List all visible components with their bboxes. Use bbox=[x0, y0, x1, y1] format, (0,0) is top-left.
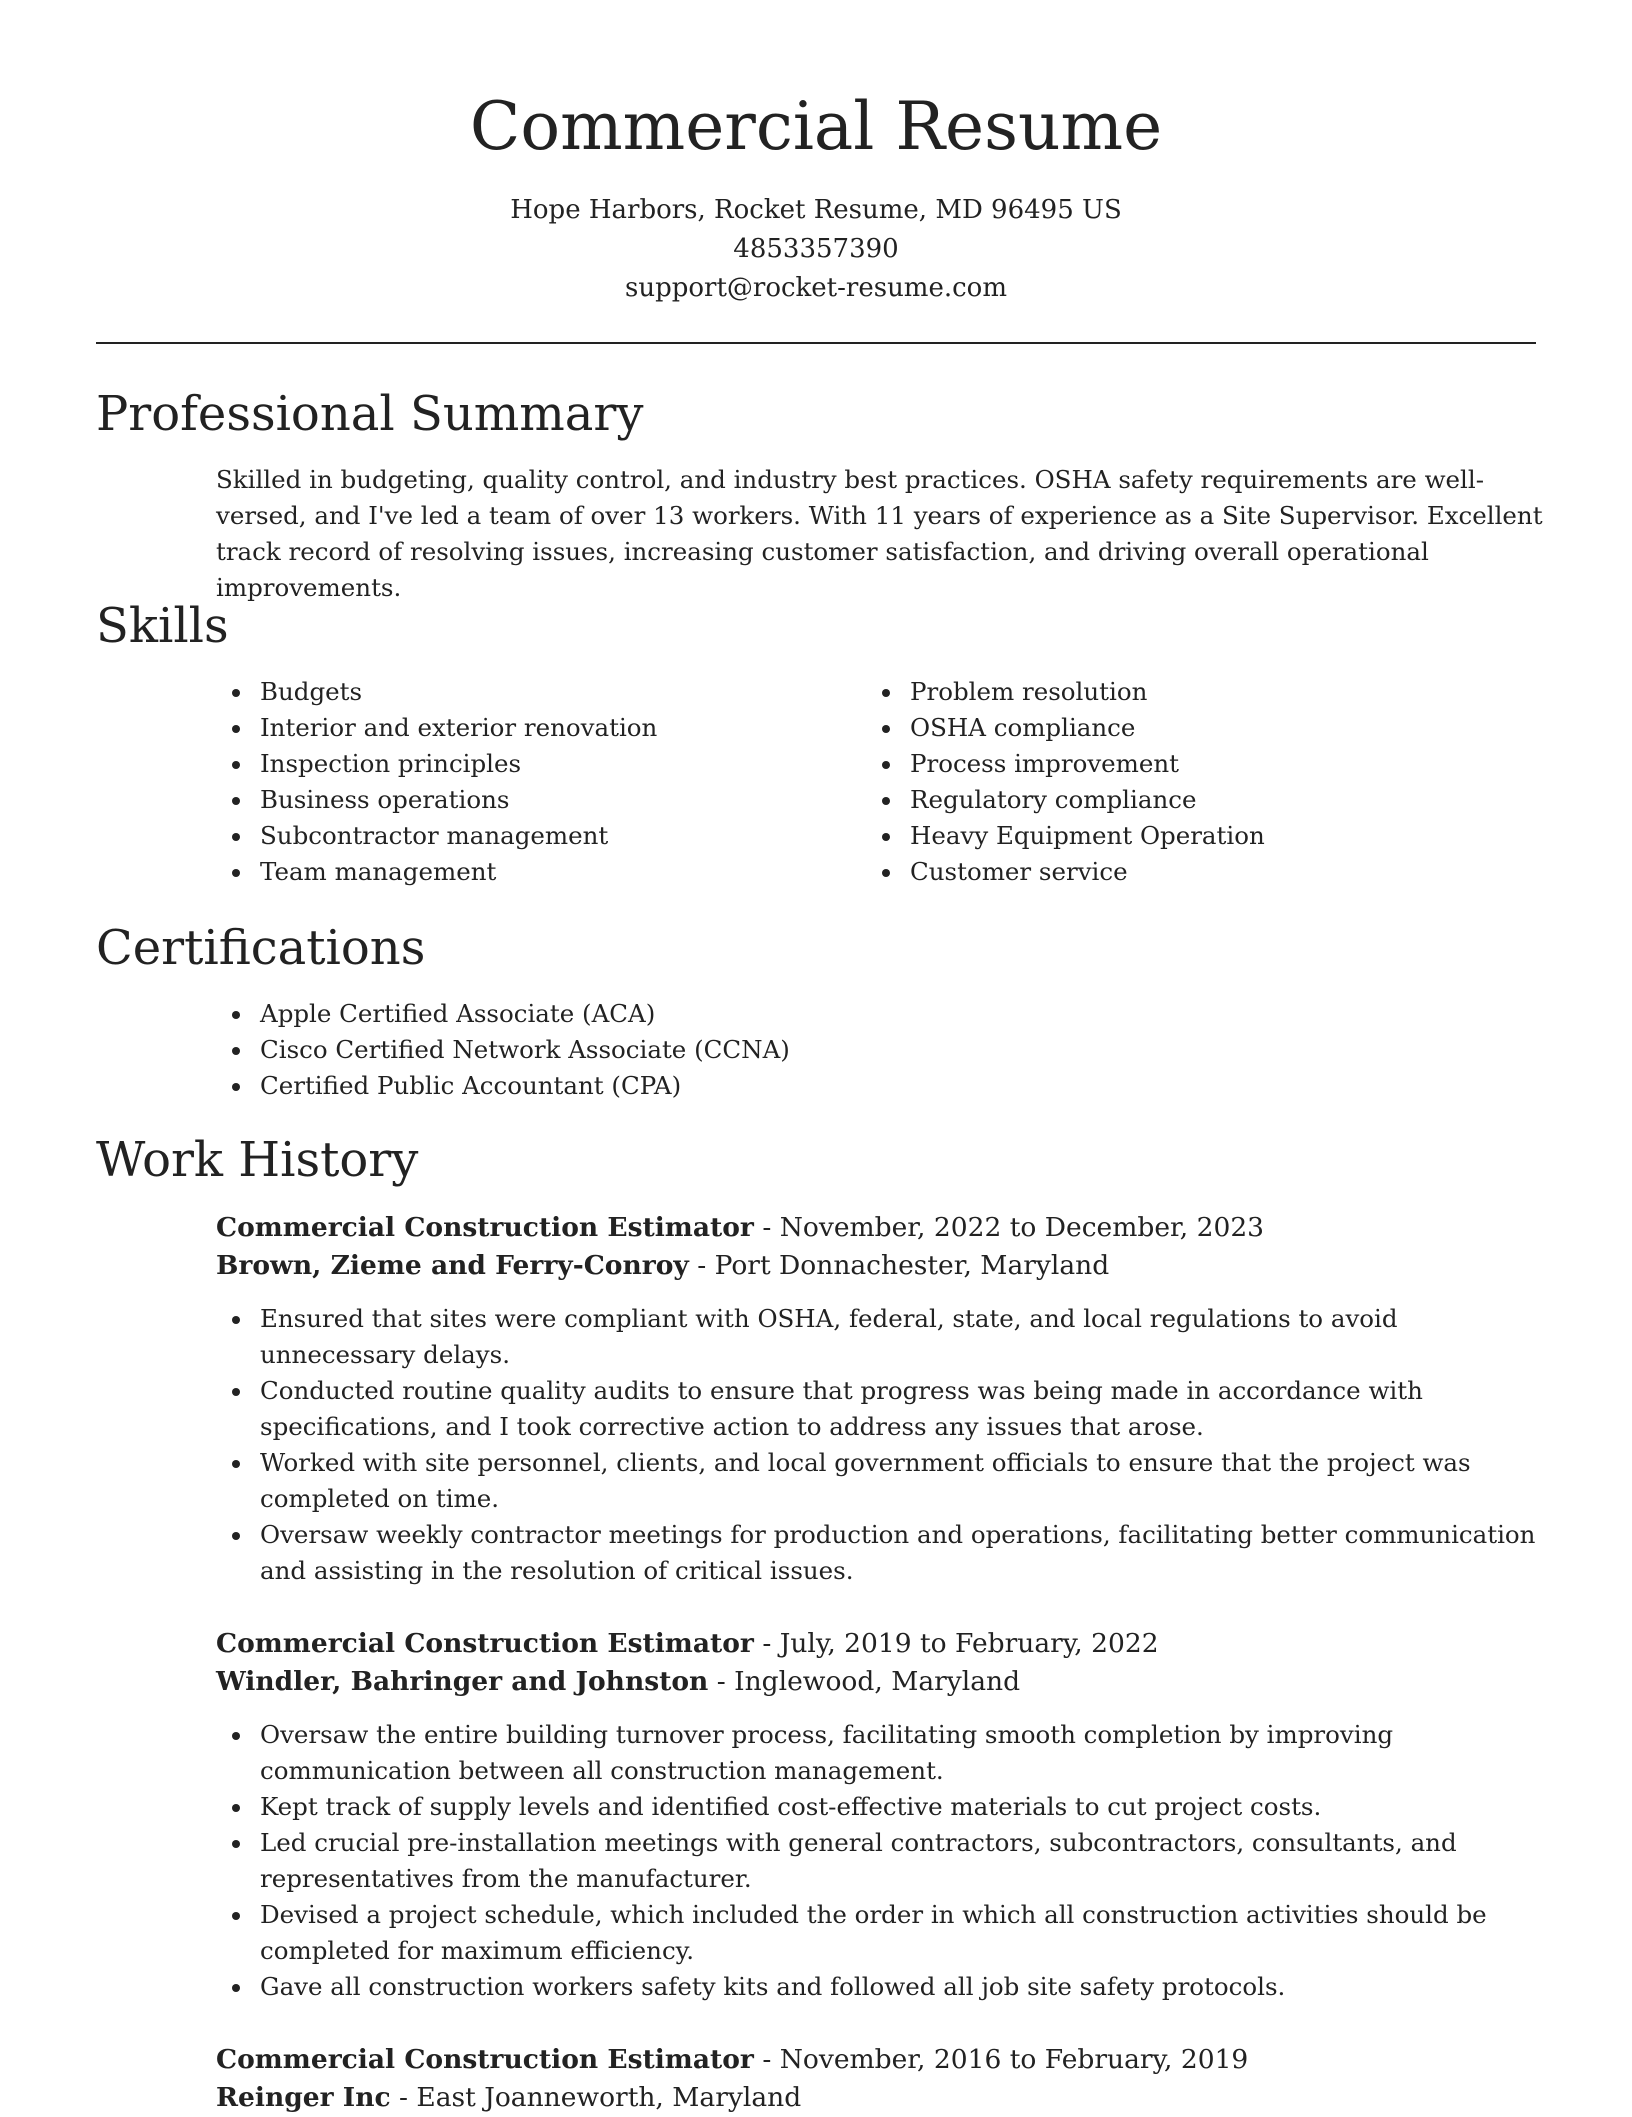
skill-item: Heavy Equipment Operation bbox=[866, 818, 1265, 854]
skill-item: Budgets bbox=[216, 674, 657, 710]
job-duty: Oversaw the entire building turnover process, facilitating smooth completion by improving communication between all construction management. bbox=[172, 1717, 1546, 1789]
contact-address: Hope Harbors, Rocket Resume, MD 96495 US bbox=[510, 195, 1122, 225]
job-duty: Gave all construction workers safety kits and followed all job site safety protocols. bbox=[172, 1969, 1546, 2005]
certification-item: Cisco Certified Network Associate (CCNA) bbox=[216, 1032, 790, 1068]
contact-email: support@rocket-resume.com bbox=[624, 273, 1007, 303]
skill-item: Subcontractor management bbox=[216, 818, 657, 854]
section-title-work-history: Work History bbox=[96, 1132, 419, 1188]
certifications-list bbox=[216, 996, 790, 1104]
skill-item: Regulatory compliance bbox=[866, 782, 1265, 818]
skill-item: Team management bbox=[216, 854, 657, 890]
job-role: Commercial Construction Estimator bbox=[216, 1628, 754, 1659]
job-company: Windler, Bahringer and Johnston bbox=[216, 1666, 709, 1697]
job-duty: Led crucial pre-installation meetings with general contractors, subcontractors, consultants, and representatives from the manufacturer. bbox=[172, 1825, 1546, 1897]
job-company: Brown, Zieme and Ferry-Conroy bbox=[216, 1250, 689, 1281]
section-title-skills: Skills bbox=[96, 598, 229, 654]
job-role: Commercial Construction Estimator bbox=[216, 2044, 754, 2075]
skills-column-right bbox=[866, 674, 1265, 890]
job-duty: Worked with site personnel, clients, and local government officials to ensure that the project was completed on time. bbox=[172, 1445, 1546, 1517]
job-company-line: Reinger Inc - East Joanneworth, Maryland bbox=[216, 2082, 802, 2113]
header-divider bbox=[96, 342, 1536, 344]
skill-item: Interior and exterior renovation bbox=[216, 710, 657, 746]
job-title-line: Commercial Construction Estimator - November, 2022 to December, 2023 bbox=[216, 1212, 1265, 1243]
job-company-line: Windler, Bahringer and Johnston - Inglewood, Maryland bbox=[216, 1666, 1021, 1697]
job-duty: Oversaw weekly contractor meetings for production and operations, facilitating better communication and assisting in the resolution of critical issues. bbox=[172, 1517, 1546, 1589]
job-entry bbox=[216, 1625, 1546, 2005]
job-entry bbox=[216, 1209, 1546, 1589]
job-entry bbox=[216, 2041, 1546, 2117]
job-company-line: Brown, Zieme and Ferry-Conroy - Port Donnachester, Maryland bbox=[216, 1250, 1110, 1281]
skill-item: Inspection principles bbox=[216, 746, 657, 782]
skills-column-left bbox=[216, 674, 657, 890]
summary-text: Skilled in budgeting, quality control, and industry best practices. OSHA safety requirements are well-versed, and I've led a team of over 13 workers. With 11 years of experience as a Site Supervisor. Excellent track record of resolving issues, increasing customer satisfaction, and driving overall operational improvements. bbox=[216, 465, 1543, 602]
job-duty: Ensured that sites were compliant with OSHA, federal, state, and local regulations to avoid unnecessary delays. bbox=[172, 1301, 1546, 1373]
job-dates: November, 2022 to December, 2023 bbox=[779, 1212, 1265, 1243]
section-title-summary: Professional Summary bbox=[96, 386, 644, 442]
job-company: Reinger Inc bbox=[216, 2082, 391, 2113]
job-duties-list bbox=[172, 1717, 1546, 2005]
job-dates: July, 2019 to February, 2022 bbox=[779, 1628, 1159, 1659]
skill-item: Customer service bbox=[866, 854, 1265, 890]
job-location: Inglewood, Maryland bbox=[734, 1666, 1021, 1697]
job-duties-list bbox=[172, 1301, 1546, 1589]
contact-block bbox=[0, 191, 1632, 308]
job-location: Port Donnachester, Maryland bbox=[714, 1250, 1110, 1281]
section-title-certifications: Certifications bbox=[96, 920, 426, 976]
job-duty: Kept track of supply levels and identified cost-effective materials to cut project costs. bbox=[172, 1789, 1546, 1825]
job-location: East Joanneworth, Maryland bbox=[416, 2082, 802, 2113]
certification-item: Apple Certified Associate (ACA) bbox=[216, 996, 790, 1032]
job-role: Commercial Construction Estimator bbox=[216, 1212, 754, 1243]
job-title-line: Commercial Construction Estimator - November, 2016 to February, 2019 bbox=[216, 2044, 1249, 2075]
skill-item: OSHA compliance bbox=[866, 710, 1265, 746]
skill-item: Business operations bbox=[216, 782, 657, 818]
job-duty: Conducted routine quality audits to ensure that progress was being made in accordance with specifications, and I took corrective action to address any issues that arose. bbox=[172, 1373, 1546, 1445]
job-title-line: Commercial Construction Estimator - July, 2019 to February, 2022 bbox=[216, 1628, 1159, 1659]
certification-item: Certified Public Accountant (CPA) bbox=[216, 1068, 790, 1104]
job-dates: November, 2016 to February, 2019 bbox=[779, 2044, 1249, 2075]
contact-phone: 4853357390 bbox=[733, 234, 899, 264]
skill-item: Process improvement bbox=[866, 746, 1265, 782]
resume-title: Commercial Resume bbox=[469, 88, 1163, 165]
skill-item: Problem resolution bbox=[866, 674, 1265, 710]
job-duty: Devised a project schedule, which included the order in which all construction activities should be completed for maximum efficiency. bbox=[172, 1897, 1546, 1969]
